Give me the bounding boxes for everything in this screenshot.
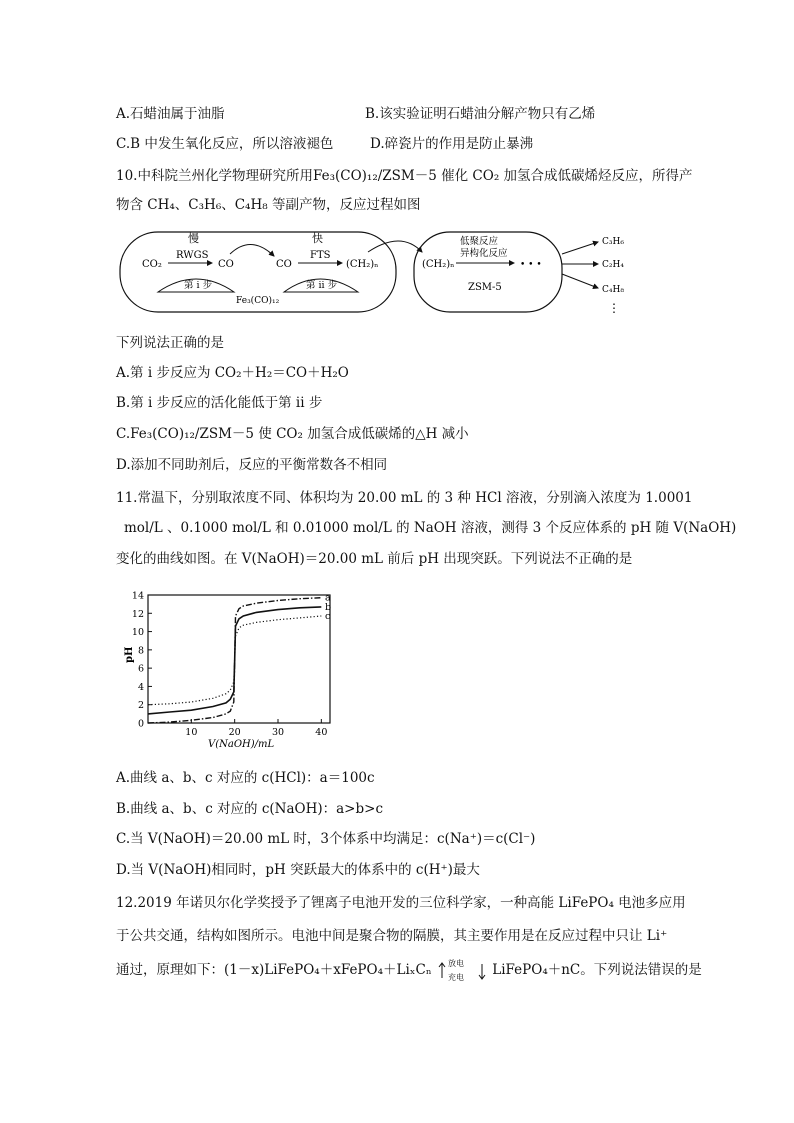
y-axis-label: pH [124, 646, 135, 663]
x-tick-label: 40 [315, 727, 328, 738]
y-tick-label: 10 [131, 627, 144, 639]
x-tick-label: 10 [185, 727, 198, 738]
y-tick-label: 8 [137, 645, 144, 657]
co-label-b: CO [276, 259, 292, 270]
q12-equation-right: LiFePO₄＋nC。下列说法错误的是 [492, 962, 702, 978]
q10-option-d: D.添加不同助剂后，反应的平衡常数各不相同 [116, 457, 388, 473]
y-tick-label: 12 [131, 608, 144, 620]
catalyst1-label: Fe₃(CO)₁₂ [236, 296, 280, 306]
q12-equation-left: 通过，原理如下：(1－x)LiFePO₄＋xFePO₄＋LiₓCₙ [116, 962, 432, 978]
arrow-icon [438, 962, 486, 980]
q10-stem-line1: 10.中科院兰州化学物理研究所用Fe₃(CO)₁₂/ZSM－5 催化 CO₂ 加氢合成低碳烯烃反应，所得产 [116, 168, 693, 184]
y-tick-label: 6 [137, 663, 144, 675]
q9-option-d: D.碎瓷片的作用是防止暴沸 [370, 136, 534, 152]
y-tick-label: 4 [137, 681, 144, 693]
ph-titration-chart [120, 585, 340, 750]
fast-label: 快 [312, 232, 323, 245]
ch2n-label-a: (CH₂)ₙ [346, 259, 379, 270]
y-tick-label: 2 [137, 700, 144, 712]
q10-option-b: B.第 i 步反应的活化能低于第 ii 步 [116, 395, 323, 411]
product-c3h6: C₃H₆ [602, 237, 624, 247]
q10-option-a: A.第 i 步反应为 CO₂＋H₂＝CO＋H₂O [116, 365, 349, 381]
zsm5-label: ZSM-5 [468, 282, 502, 293]
q10-option-c: C.Fe₃(CO)₁₂/ZSM－5 使 CO₂ 加氢合成低碳烯的△H 减小 [116, 426, 469, 442]
series-label-b: b [325, 601, 332, 613]
y-tick-label: 14 [131, 590, 144, 602]
q11-stem-line1: 11.常温下，分别取浓度不同、体积均为 20.00 mL 的 3 种 HCl 溶液，分别滴入浓度为 1.0001 [116, 490, 693, 506]
q11-option-c: C.当 V(NaOH)＝20.00 mL 时，3个体系中均满足：c(Na⁺)＝c(Cl⁻) [116, 831, 536, 847]
series-label-a: a [325, 592, 331, 604]
q12-stem-line1: 12.2019 年诺贝尔化学奖授予了锂离子电池开发的三位科学家，一种高能 LiFePO₄ 电池多应用 [116, 895, 686, 911]
charge-label: 充电 [447, 972, 464, 982]
q9-option-c: C.B 中发生氧化反应，所以溶液褪色 [116, 136, 334, 152]
product-c4h8: C₄H₈ [602, 285, 624, 295]
y-tick-label: 0 [137, 718, 144, 730]
q10-prompt: 下列说法正确的是 [116, 335, 224, 351]
ellipsis-label: • • • [520, 260, 542, 270]
product-c2h4: C₂H₄ [602, 260, 624, 270]
q11-stem-line2: mol/L 、0.1000 mol/L 和 0.01000 mol/L 的 NaOH 溶液，测得 3 个反应体系的 pH 随 V(NaOH) [124, 520, 737, 536]
rwgs-label: RWGS [176, 250, 209, 261]
isomerization-label: 异构化反应 [460, 248, 508, 259]
oligomerization-label: 低聚反应 [460, 236, 499, 247]
q9-option-a: A.石蜡油属于油脂 [116, 106, 225, 122]
x-axis-label: V(NaOH)/mL [208, 739, 275, 750]
reaction-process-diagram [116, 226, 636, 318]
q10-stem-line2: 物含 CH₄、C₃H₆、C₄H₈ 等副产物，反应过程如图 [116, 197, 421, 213]
q11-option-b: B.曲线 a、b、c 对应的 c(NaOH)：a>b>c [116, 801, 384, 817]
q12-stem-line3 [116, 960, 702, 981]
step2-label: 第 ii 步 [306, 280, 338, 291]
x-tick-label: 20 [228, 727, 241, 738]
step1-label: 第 i 步 [184, 280, 213, 291]
q11-option-a: A.曲线 a、b、c 对应的 c(HCl)：a＝100c [116, 770, 375, 786]
q12-stem-line2: 于公共交通，结构如图所示。电池中间是聚合物的隔膜，其主要作用是在反应过程中只让 Li⁺ [116, 928, 668, 944]
product-more: ⋮ [608, 301, 620, 315]
co-label-a: CO [218, 259, 234, 270]
co2-label: CO₂ [142, 259, 162, 270]
ch2n-label-b: (CH₂)ₙ [422, 259, 455, 270]
fts-label: FTS [310, 250, 331, 261]
equilibrium-arrow [436, 958, 488, 982]
series-line-b [148, 607, 321, 714]
x-tick-label: 30 [271, 727, 285, 738]
q11-stem-line3: 变化的曲线如图。在 V(NaOH)＝20.00 mL 前后 pH 出现突跃。下列说法不正确的是 [116, 551, 633, 567]
discharge-label: 放电 [447, 958, 464, 968]
slow-label: 慢 [188, 232, 199, 245]
series-label-c: c [325, 611, 331, 623]
q9-option-b: B.该实验证明石蜡油分解产物只有乙烯 [365, 106, 596, 122]
q11-option-d: D.当 V(NaOH)相同时，pH 突跃最大的体系中的 c(H⁺)最大 [116, 862, 480, 878]
